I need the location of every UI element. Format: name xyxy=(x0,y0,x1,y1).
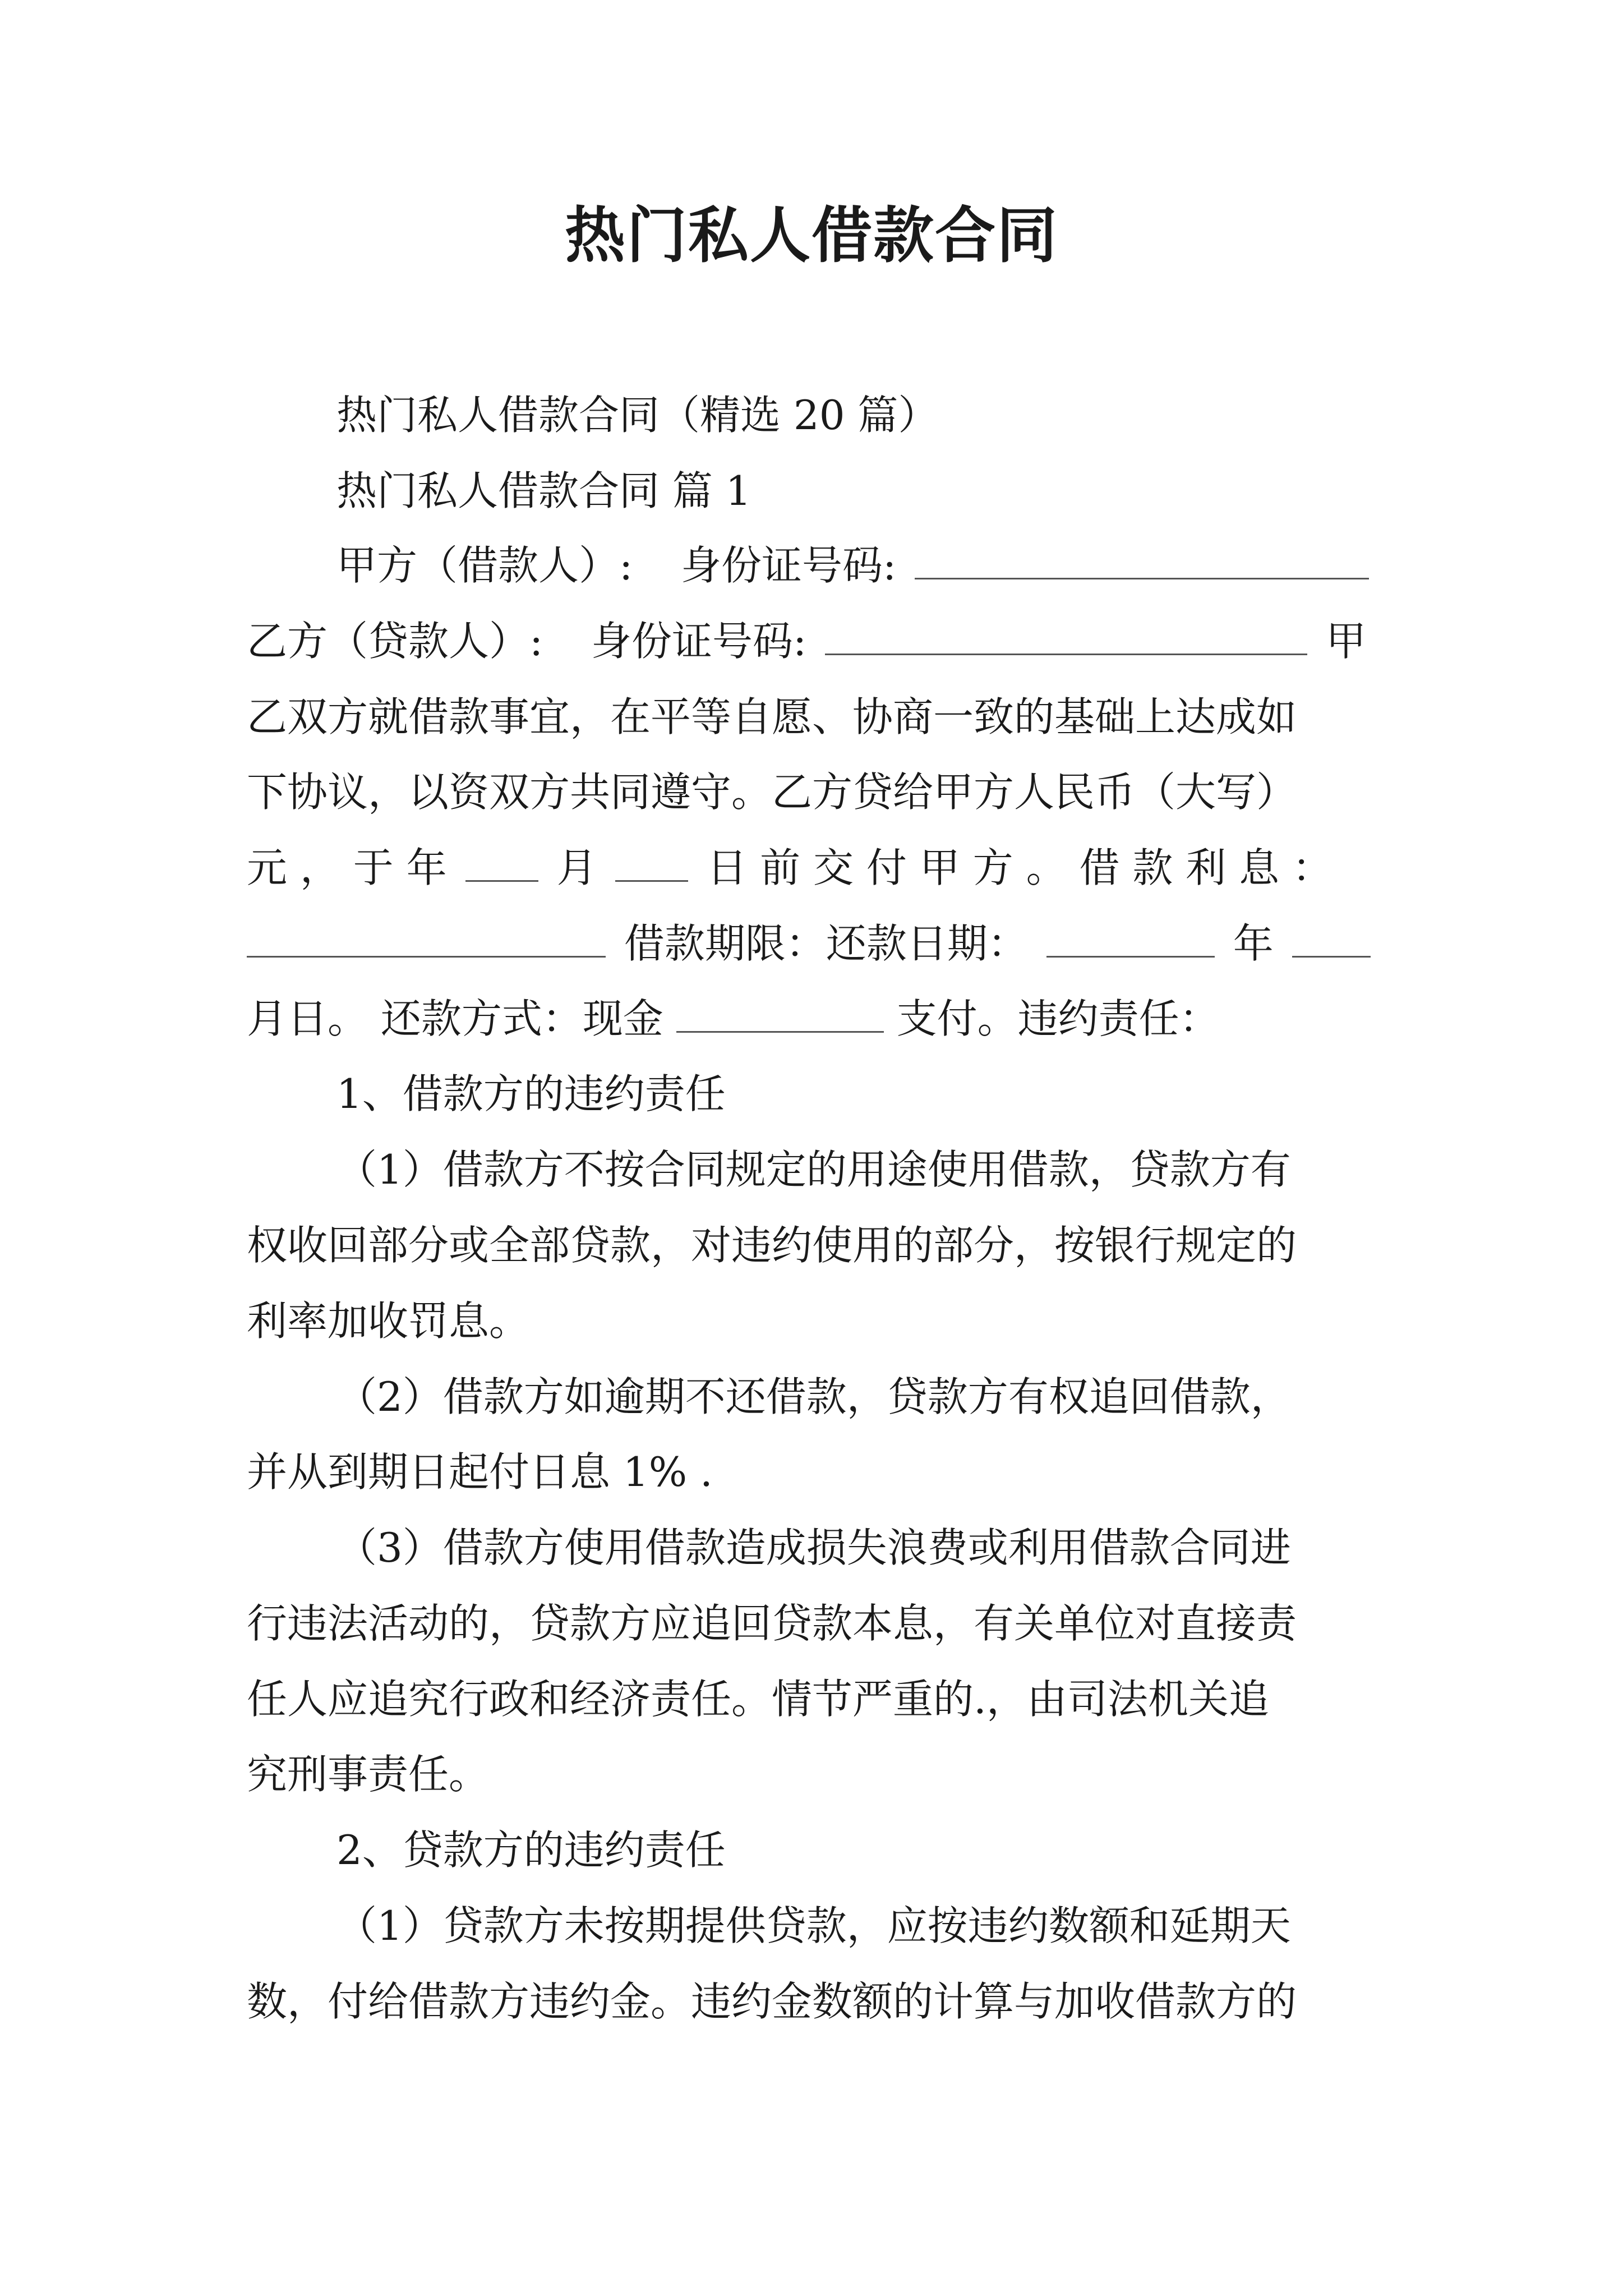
party-b-line xyxy=(247,613,1366,669)
text-fragment: 元 ， 于 年 xyxy=(247,844,447,891)
party-b-id-blank xyxy=(825,619,1307,655)
text-fragment: 甲 xyxy=(1326,618,1367,665)
clause-heading: 2、贷款方的违约责任 xyxy=(336,1826,726,1874)
party-b-id-label: 身份证号码: xyxy=(591,618,807,665)
document-title: 热门私人借款合同 xyxy=(564,200,1058,271)
paragraph-line: 任人应追究行政和经济责任。情节严重的.，由司法机关追 xyxy=(247,1676,1269,1723)
text-fragment: 月日。 还款方式：现金 xyxy=(247,995,663,1042)
paragraph-line: 行违法活动的，贷款方应追回贷款本息，有关单位对直接责 xyxy=(247,1600,1297,1647)
party-b-label: 乙方（贷款人）: xyxy=(247,618,543,665)
paragraph-line: （1）借款方不按合同规定的用途使用借款，贷款方有 xyxy=(336,1146,1291,1193)
paragraph-line: 权收回部分或全部贷款，对违约使用的部分，按银行规定的 xyxy=(247,1222,1297,1269)
text-fragment: 借款期限：还款日期： xyxy=(624,920,1028,967)
month-blank xyxy=(465,845,538,882)
document-subtitle: 热门私人借款合同（精选 20 篇） xyxy=(336,392,939,439)
paragraph-line: 究刑事责任。 xyxy=(247,1751,490,1798)
paragraph-line: 乙双方就借款事宜，在平等自愿、协商一致的基础上达成如 xyxy=(247,693,1297,740)
text-fragment: 月 xyxy=(556,844,597,891)
paragraph-line: 利率加收罚息。 xyxy=(247,1297,530,1345)
repayment-date-blank xyxy=(1046,921,1215,958)
cash-blank xyxy=(676,996,884,1033)
party-a-line xyxy=(336,537,1375,593)
paragraph-line: 下协议，以资双方共同遵守。乙方贷给甲方人民币（大写） xyxy=(247,769,1297,816)
text-fragment: 年 xyxy=(1233,920,1274,967)
clause-heading: 1、借款方的违约责任 xyxy=(336,1070,726,1117)
text-fragment: 日 前 交 付 甲 方 。 借 款 利 息 ： xyxy=(707,844,1333,891)
party-a-id-blank xyxy=(915,543,1369,579)
paragraph-line: 并从到期日起付日息 1% . xyxy=(247,1448,713,1496)
paragraph-line: （3）借款方使用借款造成损失浪费或利用借款合同进 xyxy=(336,1524,1291,1571)
loan-term-line xyxy=(247,915,1376,972)
loan-date-line xyxy=(247,840,1332,896)
day-blank xyxy=(615,845,688,882)
paragraph-line: （2）借款方如逾期不还借款，贷款方有权追回借款， xyxy=(336,1373,1291,1420)
section-heading: 热门私人借款合同 篇 1 xyxy=(336,467,751,514)
party-a-id-label: 身份证号码: xyxy=(681,542,897,589)
paragraph-line: 数，付给借款方违约金。违约金数额的计算与加收借款方的 xyxy=(247,1978,1297,2025)
paragraph-line: （1）贷款方未按期提供贷款，应按违约数额和延期天 xyxy=(336,1902,1291,1949)
text-fragment: 支付。违约责任： xyxy=(896,995,1220,1042)
party-a-label: 甲方（借款人）: xyxy=(336,542,633,589)
interest-blank xyxy=(247,921,606,958)
year-blank xyxy=(1292,921,1371,958)
repayment-method-line xyxy=(247,991,1220,1047)
